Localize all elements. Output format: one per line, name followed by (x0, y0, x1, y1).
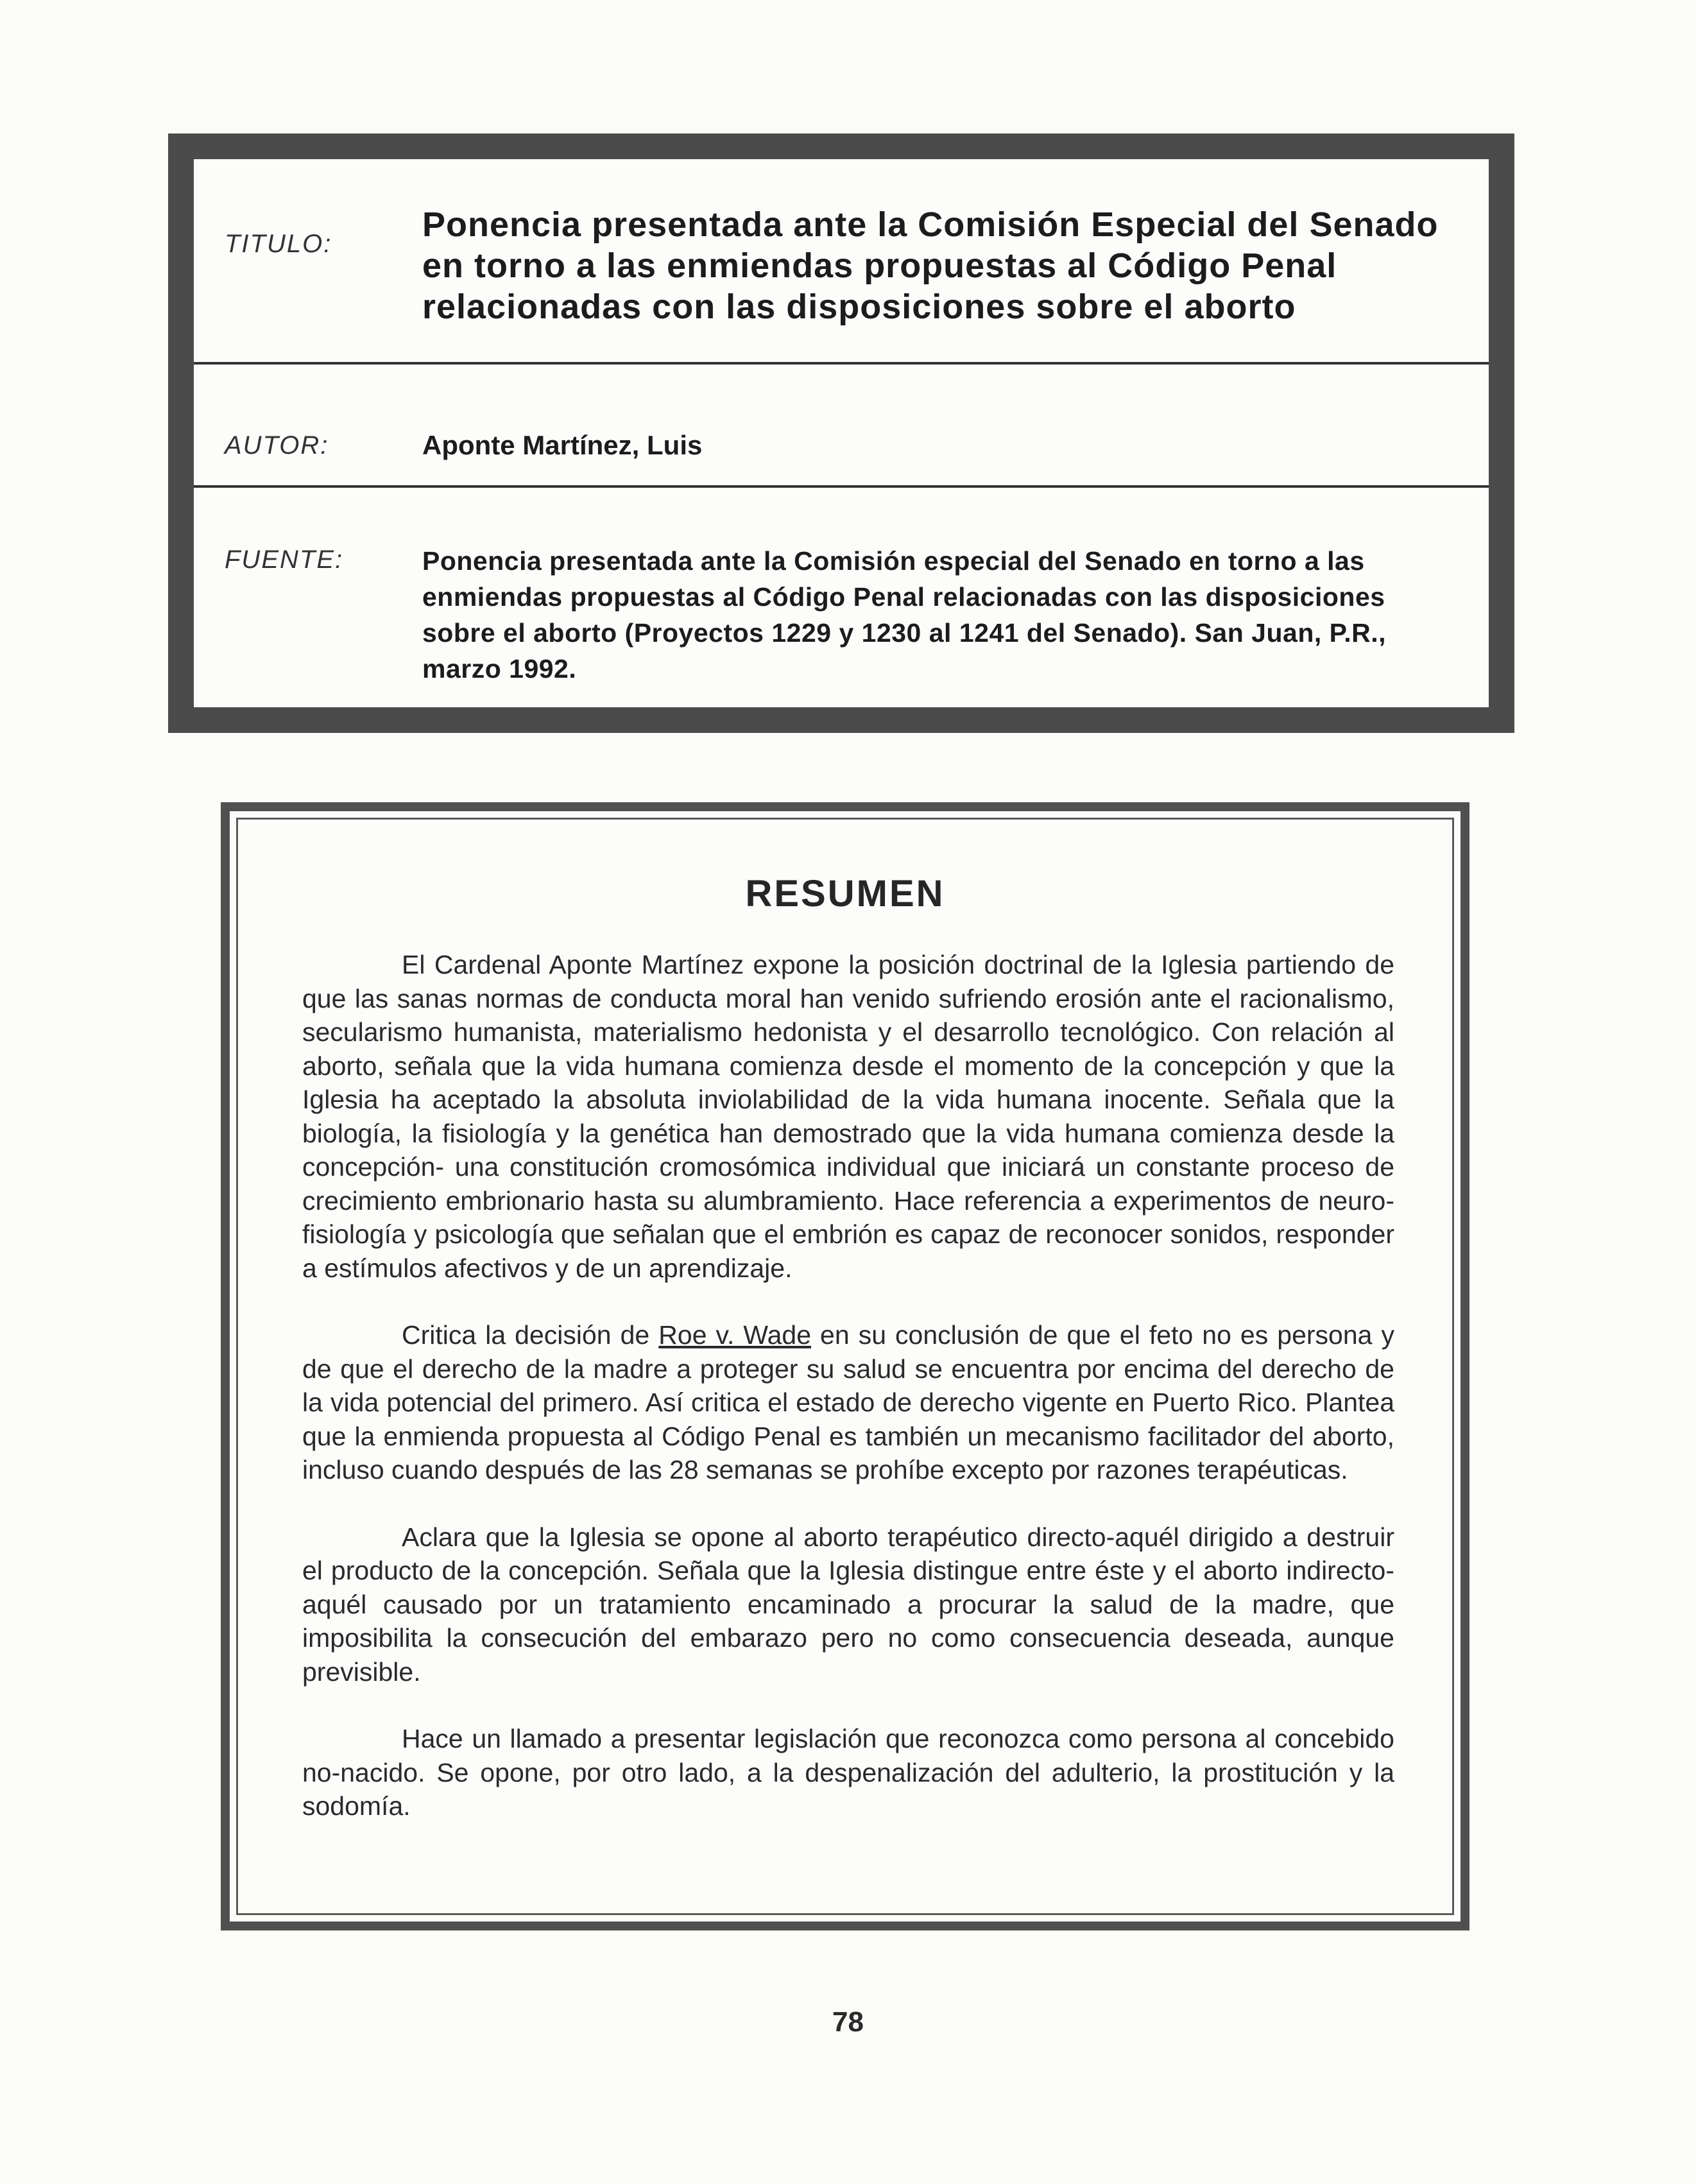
titulo-value: Ponencia presentada ante la Comisión Especial del Senado en torno a las enmiendas propuestas al Código Penal relacionadas con las disposiciones sobre el aborto (422, 205, 1439, 326)
summary-paragraph-2 (302, 1318, 1394, 1487)
summary-paragraph-3: Aclara que la Iglesia se opone al aborto terapéutico directo-aquél dirigido a destruir el producto de la concepción. Señala que la Iglesia distingue entre éste y el aborto indirecto- aquél causado por un tratamiento encaminado a procurar la salud de la madre, que imposibilita la consecución del embarazo pero no como consecuencia deseada, aunque previsible. (302, 1522, 1394, 1687)
summary-paragraph-4: Hace un llamado a presentar legislación que reconozca como persona al concebido no-nacido. Se opone, por otro lado, a la despenalización del adulterio, la prostitución y la sodomía. (302, 1724, 1394, 1821)
record-card (168, 133, 1514, 733)
summary-heading: RESUMEN (745, 873, 945, 915)
autor-value: Aponte Martínez, Luis (422, 430, 703, 460)
summary-paragraph-1: El Cardenal Aponte Martínez expone la posición doctrinal de la Iglesia partiendo de que las sanas normas de conducta moral han venido sufriendo erosión ante el racionalismo, secularismo humanista, materialismo hedonista y el desarrollo tecnológico. Con relación al aborto, señala que la vida humana comienza desde el momento de la concepción y que la Iglesia ha aceptado la absoluta inviolabilidad de la vida humana inocente. Señala que la biología, la fisiología y la genética han demostrado que la vida humana comienza desde la concepción- una constitución cromosómica individual que iniciará un constante proceso de crecimiento embrionario hasta su alumbramiento. Hace referencia a experimentos de neuro-fisiología y psicología que señalan que el embrión es capaz de reconocer sonidos, responder a estímulos afectivos y de un aprendizaje. (302, 950, 1394, 1283)
page-number: 78 (832, 2006, 864, 2038)
summary-paragraph-2-end: en su conclusión de que el feto no es persona y de que el derecho de la madre a proteger su salud se encuentra por encima del derecho de la vida potencial del primero. Así critica el estado de derecho vigente en Puerto Rico. Plantea que la enmienda propuesta al Código Penal es también un mecanismo facilitador del aborto, incluso cuando después de las 28 semanas se prohíbe excepto por razones terapéuticas. (302, 1320, 1394, 1484)
fuente-value: Ponencia presentada ante la Comisión especial del Senado en torno a las enmiendas propuestas al Código Penal relacionadas con las disposiciones sobre el aborto (Proyectos 1229 y 1230 al 1241 del Senado). San Juan, P.R., marzo 1992. (422, 546, 1386, 684)
record-card-inner (194, 159, 1489, 707)
titulo-row (194, 159, 1489, 365)
autor-row (194, 365, 1489, 488)
fuente-label: FUENTE: (225, 546, 344, 574)
case-name: Roe v. Wade (658, 1320, 812, 1350)
summary-paragraph-2-start: Critica la decisión de (402, 1320, 659, 1350)
titulo-label: TITULO: (225, 230, 332, 258)
summary-body (302, 948, 1394, 1857)
summary-box (221, 802, 1469, 1930)
summary-box-inner (236, 818, 1454, 1915)
autor-label: AUTOR: (225, 431, 329, 460)
fuente-row (194, 488, 1489, 707)
